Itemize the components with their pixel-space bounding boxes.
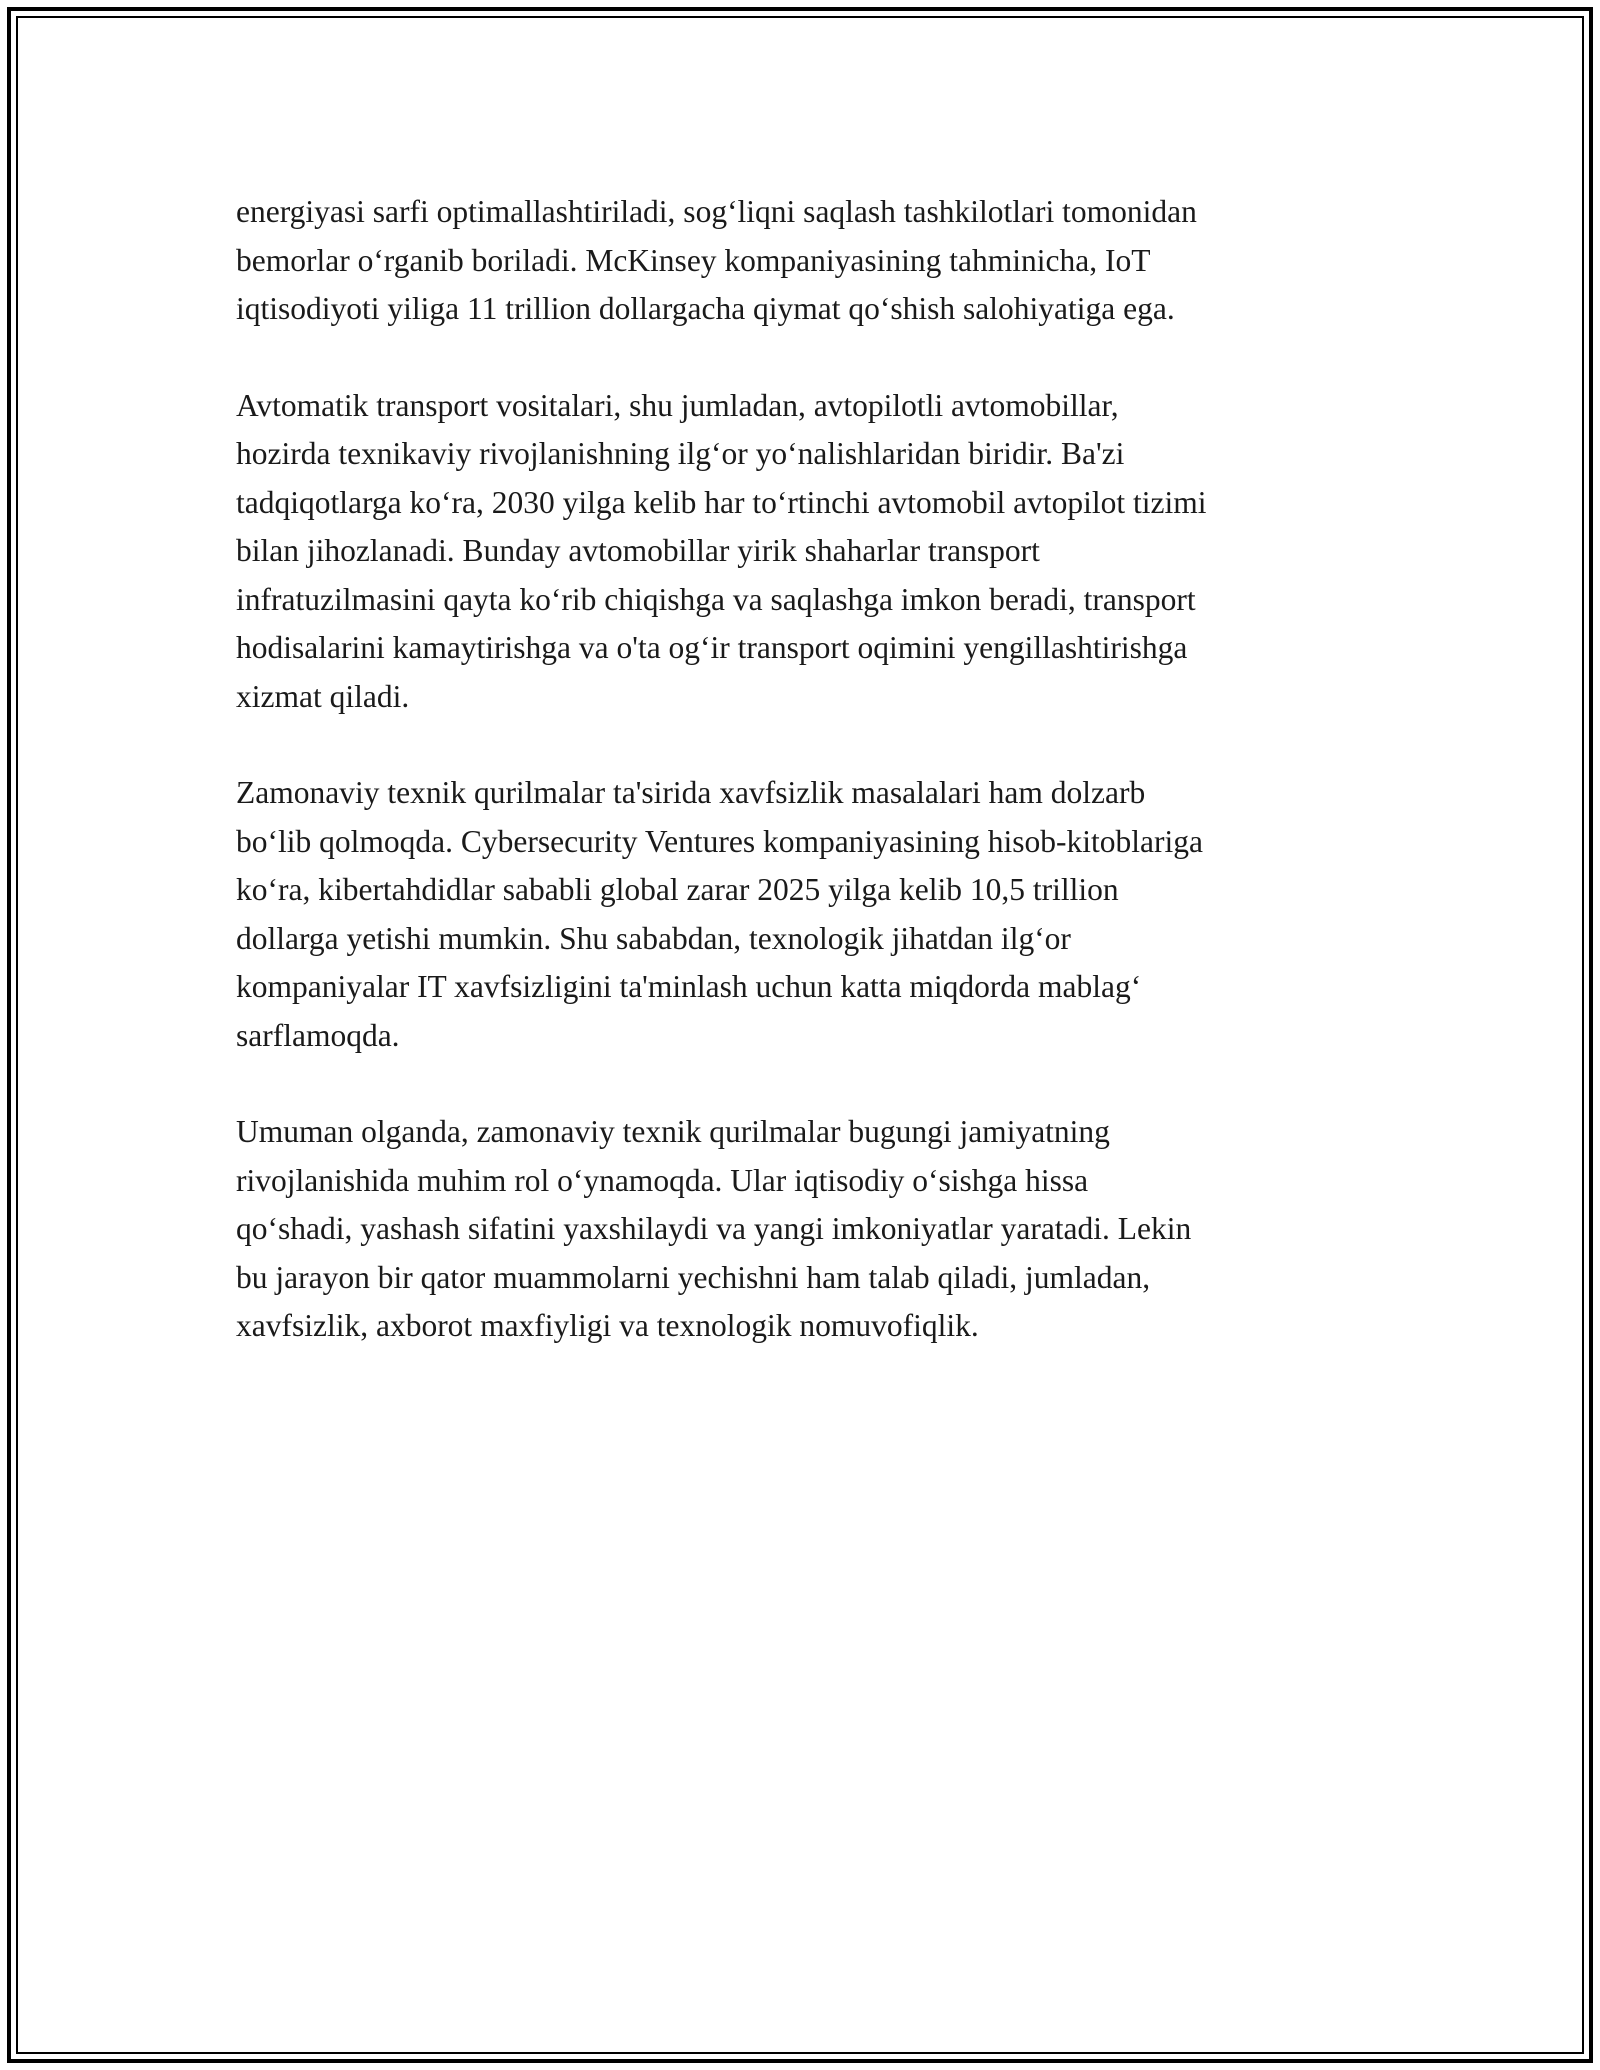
text-line: xavfsizlik, axborot maxfiyligi va texnologik nomuvofiqlik. — [236, 1308, 979, 1343]
text-line: bilan jihozlanadi. Bunday avtomobillar yirik shaharlar transport — [236, 533, 1040, 568]
text-line: kompaniyalar IT xavfsizligini ta'minlash uchun katta miqdorda mablag‘ — [236, 969, 1142, 1004]
text-line: rivojlanishida muhim rol o‘ynamoqda. Ular iqtisodiy o‘sishga hissa — [236, 1162, 1089, 1198]
text-line: xizmat qiladi. — [236, 678, 410, 714]
text-line: sarflamoqda. — [236, 1017, 400, 1053]
text-line: infratuzilmasini qayta ko‘rib chiqishga va saqlashga imkon beradi, transport — [236, 581, 1196, 617]
text-line: hozirda texnikaviy rivojlanishning ilg‘or yo‘nalishlaridan biridir. Ba'zi — [236, 436, 1125, 471]
text-line: hodisalarini kamaytirishga va o'ta og‘ir transport oqimini yengillashtirishga — [236, 630, 1188, 665]
text-line: dollarga yetishi mumkin. Shu sababdan, texnologik jihatdan ilg‘or — [236, 920, 1071, 956]
text-line: qo‘shadi, yashash sifatini yaxshilaydi va yangi imkoniyatlar yaratadi. Lekin — [236, 1211, 1192, 1246]
paragraph-security — [236, 769, 1376, 1060]
text-line: Avtomatik transport vositalari, shu jumladan, avtopilotli avtomobillar, — [236, 387, 1119, 423]
text-line: bu jarayon bir qator muammolarni yechishni ham talab qiladi, jumladan, — [236, 1259, 1151, 1295]
text-line: tadqiqotlarga ko‘ra, 2030 yilga kelib har to‘rtinchi avtomobil avtopilot tizimi — [236, 484, 1207, 520]
text-line: ko‘ra, kibertahdidlar sababli global zarar 2025 yilga kelib 10,5 trillion — [236, 872, 1119, 907]
text-line: Umuman olganda, zamonaviy texnik qurilmalar bugungi jamiyatning — [236, 1114, 1110, 1149]
text-line: iqtisodiyoti yiliga 11 trillion dollargacha qiymat qo‘shish salohiyatiga ega. — [236, 291, 1175, 326]
paragraph-conclusion — [236, 1108, 1376, 1351]
paragraph-iot — [236, 188, 1376, 334]
text-line: bo‘lib qolmoqda. Cybersecurity Ventures kompaniyasining hisob-kitoblariga — [236, 823, 1204, 859]
text-line: Zamonaviy texnik qurilmalar ta'sirida xavfsizlik masalalari ham dolzarb — [236, 775, 1146, 810]
document-body — [236, 188, 1376, 1351]
text-line: bemorlar o‘rganib boriladi. McKinsey kompaniyasining tahminicha, IoT — [236, 242, 1151, 278]
text-line: energiyasi sarfi optimallashtiriladi, sog‘liqni saqlash tashkilotlari tomonidan — [236, 194, 1197, 229]
paragraph-autonomous-vehicles — [236, 382, 1376, 722]
